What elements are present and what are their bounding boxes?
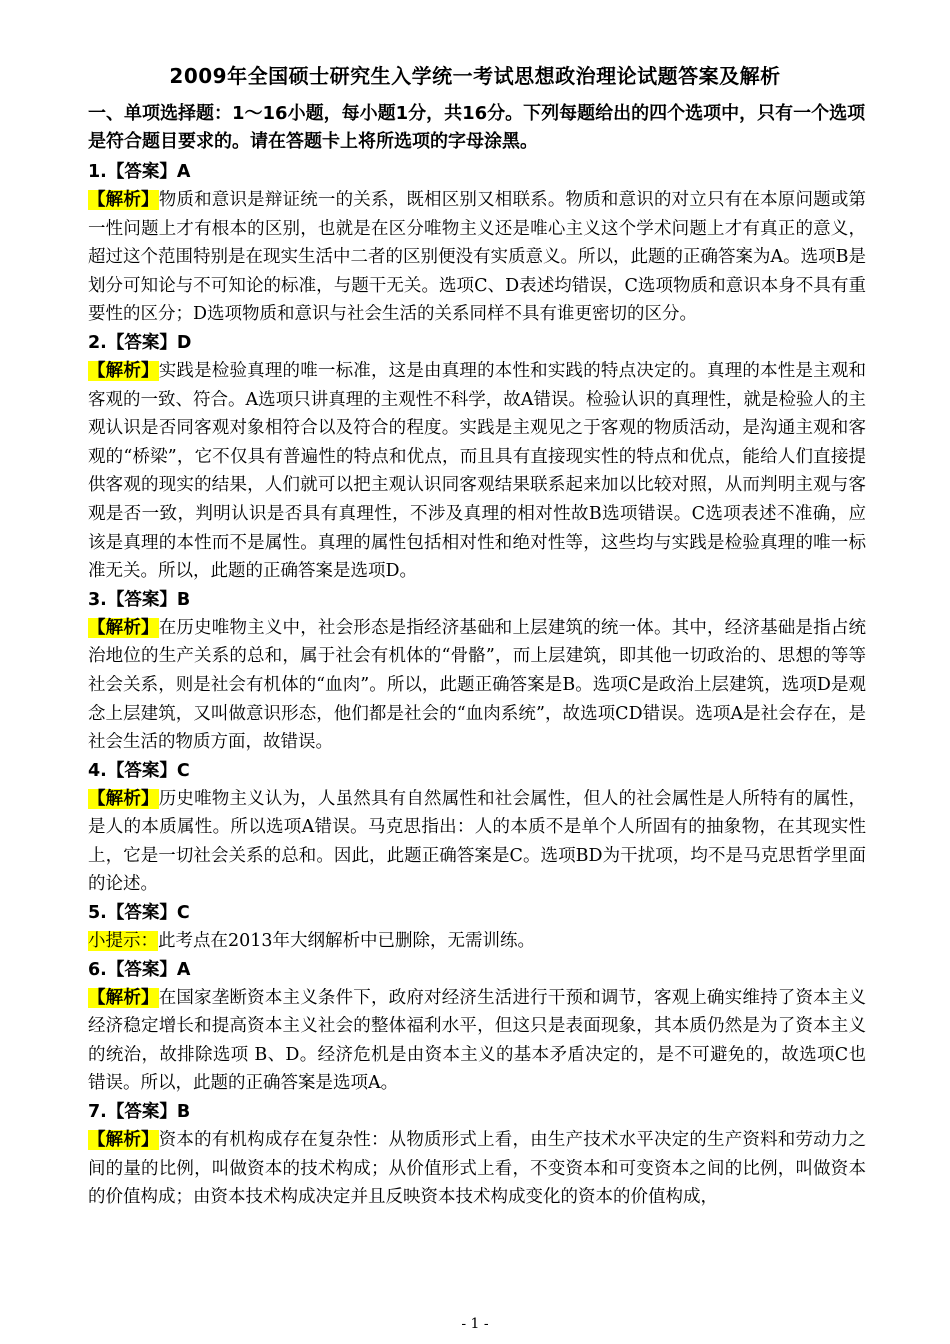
answer-line: 7.【答案】B xyxy=(88,1102,191,1123)
explanation xyxy=(88,186,866,329)
tip-tag: 小提示： xyxy=(88,931,158,952)
explanation-text: 历史唯物主义认为，人虽然具有自然属性和社会属性，但人的社会属性是人所特有的属性，是人的本质属性。所以选项A错误。马克思指出：人的本质不是单个人所固有的抽象物，在其现实性上，它是一切社会关系的总和。因此，此题正确答案是C。选项BD为干扰项，均不是马克思哲学里面的论述。 xyxy=(88,788,867,895)
explanation-text: 物质和意识是辩证统一的关系，既相区别又相联系。物质和意识的对立只有在本原问题或第一性问题上才有根本的区别，也就是在区分唯物主义还是唯心主义这个学术问题上才有真正的意义，超过这个范围特别是在现实生活中二者的区别便没有实质意义。所以，此题的正确答案为A。选项B是划分可知论与不可知论的标准，与题干无关。选项C、D表述均错误，C选项物质和意识本身不具有重要性的区分；D选项物质和意识与社会生活的关系同样不具有谁更密切的区分。 xyxy=(88,190,867,325)
explanation-tag: 【解析】 xyxy=(88,360,159,381)
explanation-text: 实践是检验真理的唯一标准，这是由真理的本性和实践的特点决定的。真理的本性是主观和客观的一致、符合。A选项只讲真理的主观性不科学，故A错误。检验认识的真理性，就是检验人的主观认识是否同客观对象相符合以及符合的程度。实践是主观见之于客观的物质活动，是沟通主观和客观的“桥梁”，它不仅具有普遍性的特点和优点，而且具有直接现实性的特点和优点，能给人们直接提供客观的现实的结果，人们就可以把主观认识同客观结果联系起来加以比较对照，从而判明主观与客观是否一致，判明认识是否具有真理性，不涉及真理的相对性故B选项错误。C选项表述不准确，应该是真理的本性而不是属性。真理的属性包括相对性和绝对性等，这些均与实践是检验真理的唯一标准无关。所以，此题的正确答案是选项D。 xyxy=(88,360,867,582)
answer-list xyxy=(88,158,866,1212)
explanation-text: 此考点在2013年大纲解析中已删除，无需训练。 xyxy=(158,931,536,952)
answer-line: 4.【答案】C xyxy=(88,760,190,781)
explanation-tag: 【解析】 xyxy=(88,987,159,1008)
answer-line: 1.【答案】A xyxy=(88,162,191,182)
explanation xyxy=(88,785,866,899)
explanation-text: 资本的有机构成存在复杂性：从物质形式上看，由生产技术水平决定的生产资料和劳动力之间的量的比例，叫做资本的技术构成；从价值形式上看，不变资本和可变资本之间的比例，叫做资本的价值构成；由资本技术构成决定并且反映资本技术构成变化的资本的价值构成， xyxy=(88,1130,867,1208)
answer-line: 6.【答案】A xyxy=(88,959,191,980)
explanation-tag: 【解析】 xyxy=(88,190,159,210)
explanation xyxy=(88,357,866,586)
explanation xyxy=(88,984,866,1098)
explanation-text: 在国家垄断资本主义条件下，政府对经济生活进行干预和调节，客观上确实维持了资本主义经济稳定增长和提高资本主义社会的整体福利水平，但这只是表面现象，其本质仍然是为了资本主义的统治，故排除选项 B、D。经济危机是由资本主义的基本矛盾决定的，是不可避免的，故选项C也错误。所以，此题的正确答案是选项A。 xyxy=(88,987,867,1094)
explanation xyxy=(88,927,866,956)
answer-line: 2.【答案】D xyxy=(88,332,192,353)
explanation-tag: 【解析】 xyxy=(88,617,159,638)
explanation xyxy=(88,614,866,757)
explanation-text: 在历史唯物主义中，社会形态是指经济基础和上层建筑的统一体。其中，经济基础是指占统治地位的生产关系的总和，属于社会有机体的“骨骼”，而上层建筑，即其他一切政治的、思想的等等社会关系，则是社会有机体的“血肉”。所以，此题正确答案是B。选项C是政治上层建筑，选项D是观念上层建筑，又叫做意识形态，他们都是社会的“血肉系统”，故选项CD错误。选项A是社会存在，是社会生活的物质方面，故错误。 xyxy=(88,617,867,753)
explanation-tag: 【解析】 xyxy=(88,1130,159,1151)
explanation xyxy=(88,1126,866,1212)
answer-line: 3.【答案】B xyxy=(88,589,191,610)
answer-line: 5.【答案】C xyxy=(88,903,190,924)
document-title: 2009年全国硕士研究生入学统一考试思想政治理论试题答案及解析 xyxy=(169,64,781,88)
section-heading: 一、单项选择题：1～16小题，每小题1分，共16分。下列每题给出的四个选项中，只有一个选项是符合题目要求的。请在答题卡上将所选项的字母涂黑。 xyxy=(88,103,866,152)
explanation-tag: 【解析】 xyxy=(88,788,159,809)
page-number: - 1 - xyxy=(461,1316,489,1332)
